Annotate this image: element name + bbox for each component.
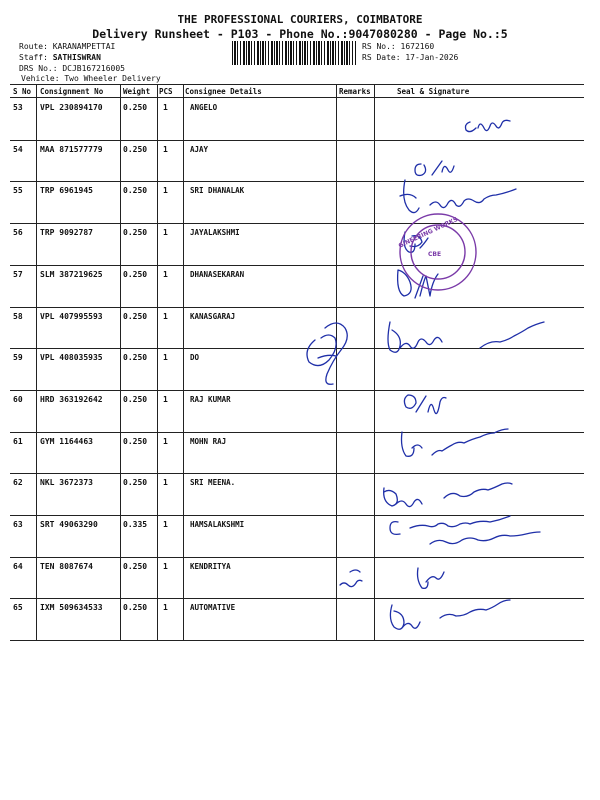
cell-sno: 56 [13,228,23,238]
stamp-sub: CBE [428,251,442,258]
row-divider [10,598,584,599]
cell-consignment-no: TEN 8087674 [40,561,93,571]
cell-consignment-no: GYM 1164463 [40,436,93,446]
cell-weight: 0.250 [123,603,148,613]
cell-sno: 58 [13,311,23,321]
cell-sno: 61 [13,436,23,446]
runsheet-title: Delivery Runsheet - P103 - Phone No.:9047080280 - Page No.:5 [92,27,508,41]
col-divider [374,85,375,640]
cell-weight: 0.250 [123,561,148,571]
cell-consignee: ANGELO [190,103,218,112]
staff-info [19,53,101,62]
stamp-text: GINEERING WORKS [397,215,460,250]
cell-consignment-no: VPL 407995593 [40,311,103,321]
header-remarks: Remarks [339,87,371,96]
cell-pcs: 1 [163,394,168,404]
header-seal-signature: Seal & Signature [397,87,470,96]
cell-consignment-no: IXM 509634533 [40,603,103,613]
cell-pcs: 1 [163,103,168,112]
row-divider [10,432,584,433]
cell-sno: 65 [13,603,23,613]
cell-consignee: DHANASEKARAN [190,269,245,279]
cell-weight: 0.250 [123,186,148,196]
cell-consignment-no: MAA 871577779 [40,144,103,154]
cell-sno: 60 [13,394,23,404]
route-label: Route: KARANAMPETTAI [19,42,116,51]
cell-consignment-no: VPL 230894170 [40,103,103,112]
cell-pcs: 1 [163,520,168,529]
cell-sno: 64 [13,561,23,571]
row-divider [10,557,584,558]
cell-pcs: 1 [163,186,168,196]
header-consignment: Consignment No [40,87,104,96]
col-divider [120,85,121,640]
cell-consignment-no: TRP 6961945 [40,186,93,196]
row-divider [10,640,584,641]
header-sno: S No [13,87,32,96]
table-top-border [10,84,584,85]
cell-consignee: SRI MEENA. [190,478,236,488]
row-divider [10,265,584,266]
cell-weight: 0.250 [123,353,148,363]
header-pcs: PCS [159,87,173,96]
cell-sno: 53 [13,103,23,112]
cell-consignee: JAYALAKSHMI [190,228,240,238]
col-divider [183,85,184,640]
drs-number: DRS No.: DCJB167216005 [19,64,125,73]
cell-pcs: 1 [163,478,168,488]
cell-consignee: RAJ KUMAR [190,394,231,404]
row-divider [10,223,584,224]
company-stamp [398,214,476,290]
row-divider [10,473,584,474]
row-divider [10,515,584,516]
cell-weight: 0.250 [123,269,148,279]
cell-sno: 62 [13,478,23,488]
row-divider [10,140,584,141]
cell-weight: 0.250 [123,478,148,488]
cell-pcs: 1 [163,228,168,238]
row-divider [10,307,584,308]
cell-sno: 54 [13,144,23,154]
cell-pcs: 1 [163,269,168,279]
header-weight: Weight [123,87,151,96]
cell-consignee: SRI DHANALAK [190,186,245,196]
cell-weight: 0.250 [123,228,148,238]
cell-pcs: 1 [163,353,168,363]
header-consignee: Consignee Details [185,87,262,96]
cell-consignment-no: VPL 408035935 [40,353,103,363]
col-divider [36,85,37,640]
cell-consignment-no: HRD 363192642 [40,394,103,404]
cell-pcs: 1 [163,603,168,613]
cell-weight: 0.250 [123,394,148,404]
cell-sno: 63 [13,520,23,529]
cell-consignee: HAMSALAKSHMI [190,520,245,529]
cell-consignee: KANASGARAJ [190,311,236,321]
col-divider [157,85,158,640]
cell-consignee: AUTOMATIVE [190,603,236,613]
cell-weight: 0.250 [123,144,148,154]
cell-pcs: 1 [163,436,168,446]
cell-consignment-no: SLM 387219625 [40,269,103,279]
signature-scribble [307,120,544,629]
cell-weight: 0.250 [123,436,148,446]
cell-pcs: 1 [163,561,168,571]
cell-consignee: MOHN RAJ [190,436,227,446]
row-divider [10,181,584,182]
cell-pcs: 1 [163,311,168,321]
cell-weight: 0.250 [123,103,148,112]
cell-sno: 59 [13,353,23,363]
cell-pcs: 1 [163,144,168,154]
cell-consignment-no: TRP 9092787 [40,228,93,238]
rs-number: RS No.: 1672160 [362,42,435,51]
cell-sno: 55 [13,186,23,196]
staff-name: SATHISWRAN [52,53,101,62]
cell-consignment-no: NKL 3672373 [40,478,93,488]
row-divider [10,348,584,349]
vehicle-info: Vehicle: Two Wheeler Delivery [21,74,161,83]
cell-consignee: KENDRITYA [190,561,231,571]
cell-weight: 0.250 [123,311,148,321]
header-bottom-border [10,97,584,98]
cell-sno: 57 [13,269,23,279]
staff-label: Staff: [19,53,48,62]
cell-consignment-no: SRT 49063290 [40,520,98,529]
cell-consignee: DO [190,353,200,363]
cell-consignee: AJAY [190,144,209,154]
col-divider [336,85,337,640]
cell-weight: 0.335 [123,520,148,529]
company-title: THE PROFESSIONAL COURIERS, COIMBATORE [177,13,423,26]
row-divider [10,390,584,391]
barcode [232,41,356,65]
rs-date: RS Date: 17-Jan-2026 [362,53,459,62]
